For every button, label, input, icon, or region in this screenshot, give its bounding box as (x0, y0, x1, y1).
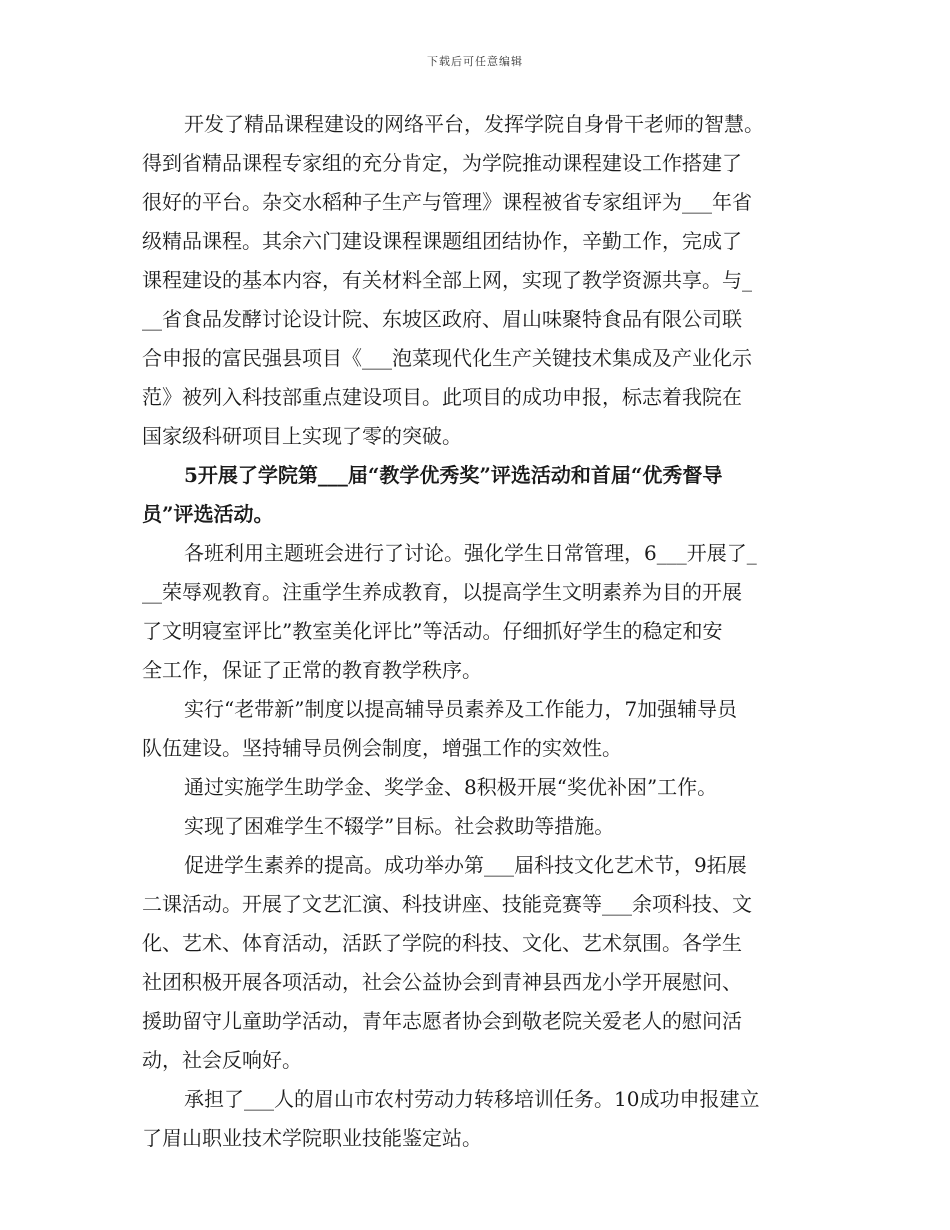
page-header: 下载后可任意编辑 (427, 55, 523, 68)
paragraph-line: 课程建设的基本内容，有关材料全部上网，实现了教学资源共享。与_ (142, 268, 752, 292)
paragraph-line: 很好的平台。杂交水稻种子生产与管理》课程被省专家组评为___年省 (142, 190, 752, 214)
paragraph-line: 实现了困难学生不辍学”目标。社会救助等措施。 (184, 814, 615, 838)
paragraph-line: 各班利用主题班会进行了讨论。强化学生日常管理，6___开展了_ (184, 541, 757, 565)
paragraph-line: 全工作，保证了正常的教育教学秩序。 (142, 658, 482, 682)
paragraph-line: 得到省精品课程专家组的充分肯定，为学院推动课程建设工作搭建了 (142, 151, 742, 175)
paragraph-line: 承担了___人的眉山市农村劳动力转移培训任务。10成功申报建立 (184, 1087, 760, 1111)
paragraph-line: __荣辱观教育。注重学生养成教育，以提高学生文明素养为目的开展 (142, 580, 742, 604)
paragraph-line: 实行“老带新”制度以提高辅导员素养及工作能力，7加强辅导员 (184, 697, 738, 721)
paragraph-line: 开发了精品课程建设的网络平台，发挥学院自身骨干老师的智慧。 (184, 112, 764, 136)
paragraph-line: 促进学生素养的提高。成功举办第___届科技文化艺术节，9拓展 (184, 853, 747, 877)
paragraph-line: __省食品发酵讨论设计院、东坡区政府、眉山味聚特食品有限公司联 (142, 307, 742, 331)
paragraph-line: 动，社会反响好。 (142, 1048, 302, 1072)
paragraph-line: 社团积极开展各项活动，社会公益协会到青神县西龙小学开展慰问、 (142, 970, 742, 994)
paragraph-line: 级精品课程。其余六门建设课程课题组团结协作，辛勤工作，完成了 (142, 229, 742, 253)
section-heading-line: 5开展了学院第___届“教学优秀奖”评选活动和首届“优秀督导 (184, 463, 723, 487)
paragraph-line: 了眉山职业技术学院职业技能鉴定站。 (142, 1126, 482, 1150)
document-body (142, 105, 822, 1158)
paragraph-line: 队伍建设。坚持辅导员例会制度，增强工作的实效性。 (142, 736, 622, 760)
paragraph-line: 二课活动。开展了文艺汇演、科技讲座、技能竞赛等___余项科技、文 (142, 892, 752, 916)
paragraph-line: 援助留守儿童助学活动，青年志愿者协会到敬老院关爱老人的慰问活 (142, 1009, 742, 1033)
paragraph-line: 国家级科研项目上实现了零的突破。 (142, 424, 462, 448)
paragraph-line: 通过实施学生助学金、奖学金、8积极开展“奖优补困”工作。 (184, 775, 718, 799)
paragraph-line: 合申报的富民强县项目《___泡菜现代化生产关键技术集成及产业化示 (142, 346, 752, 370)
paragraph-line: 范》被列入科技部重点建设项目。此项目的成功申报，标志着我院在 (142, 385, 742, 409)
section-heading-line: 员”评选活动。 (142, 502, 274, 526)
paragraph-line: 了文明寝室评比”教室美化评比”等活动。仔细抓好学生的稳定和安 (142, 619, 723, 643)
paragraph-line: 化、艺术、体育活动，活跃了学院的科技、文化、艺术氛围。各学生 (142, 931, 742, 955)
